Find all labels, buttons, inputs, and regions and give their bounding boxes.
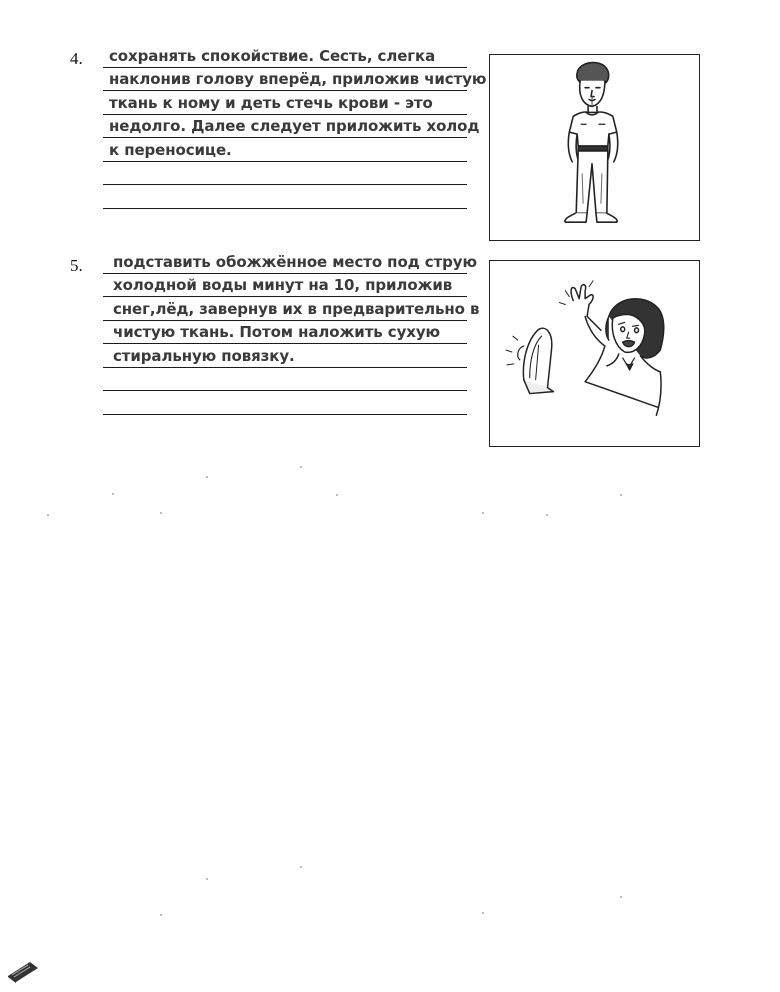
answer-text: стиральную повязку. [113,346,295,365]
scan-speck [160,512,162,514]
answer-text: холодной воды минут на 10, приложив [113,276,453,294]
standing-boy-icon [490,55,699,240]
answer-line[interactable] [103,91,467,115]
scan-speck [546,514,548,516]
scan-speck [620,896,622,898]
girl-burn-picture [489,260,700,447]
answer-line[interactable] [103,115,480,139]
scan-speck [47,514,49,516]
scan-speck [206,878,208,880]
answer-line[interactable] [103,250,477,274]
answer-line[interactable] [103,44,467,68]
answer-line[interactable] [103,321,467,345]
answer-text: чистую ткань. Потом наложить сухую [113,323,441,341]
scan-speck [482,912,484,914]
scan-speck [336,494,338,496]
boy-nosebleed-picture [489,54,700,241]
item-number: 4. [70,49,83,68]
answer-line[interactable] [103,185,467,209]
answer-text: ткань к ному и деть стечь крови - это [109,93,433,112]
answer-lines [103,44,487,209]
answer-line[interactable] [103,297,480,321]
answer-text: подставить обожжённое место под струю [113,252,477,271]
item-number: 5. [70,256,83,275]
answer-line[interactable] [103,391,467,415]
answer-text: к переносице. [109,140,232,159]
answer-line[interactable] [103,162,467,186]
answer-line[interactable] [103,344,467,368]
answer-text: наклонив голову вперёд, приложив чистую [109,70,487,88]
scan-speck [160,914,162,916]
girl-with-iron-icon [490,261,699,446]
answer-text: снег,лёд, завернув их в предварительно в [113,299,480,318]
scan-speck [206,476,208,478]
answer-line[interactable] [103,368,467,392]
answer-line[interactable] [103,68,487,92]
answer-text: недолго. Далее следует приложить холод [109,117,480,135]
scan-speck [300,866,302,868]
answer-lines [103,250,480,415]
answer-line[interactable] [103,138,467,162]
eraser-logo-icon [6,956,40,984]
answer-text: сохранять спокойствие. Сесть, слегка [109,46,436,65]
scan-speck [482,512,484,514]
scan-speck [300,466,302,468]
scan-speck [620,494,622,496]
scan-speck [112,493,114,495]
answer-line[interactable] [103,274,467,298]
